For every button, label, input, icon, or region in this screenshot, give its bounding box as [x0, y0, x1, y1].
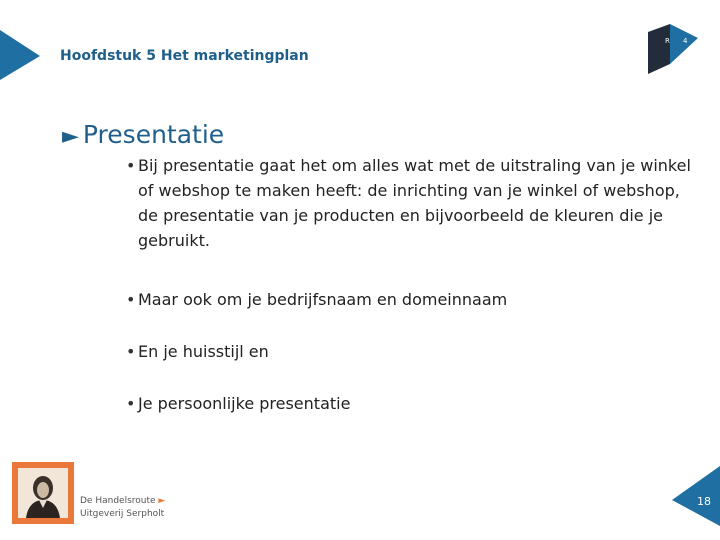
left-arrow-decoration [0, 30, 42, 82]
chapter-title: Hoofdstuk 5 Het marketingplan [60, 48, 309, 64]
publisher-arrow-icon: ► [158, 496, 166, 506]
publisher-portrait-image [12, 462, 74, 524]
corner-logo-letter-r: R [665, 37, 670, 45]
bullet-item: • Je persoonlijke presentatie [122, 391, 702, 416]
page-number: 18 [697, 495, 711, 508]
publisher-name-line2: Uitgeverij Serpholt [80, 509, 165, 519]
corner-logo-icon [648, 24, 700, 76]
publisher-name-line1 [80, 496, 165, 506]
bullet-item: • Maar ook om je bedrijfsnaam en domeinnaam [122, 287, 702, 312]
portrait-icon [18, 468, 68, 518]
page-number-badge [672, 466, 720, 526]
bullet-item: • En je huisstijl en [122, 339, 702, 364]
bullet-item: • Bij presentatie gaat het om alles wat met de uitstraling van je winkel of webshop te maken heeft: de inrichting van je winkel of webshop, de presentatie van je producten en bijvoorbeeld de kleuren die je gebruikt. [122, 153, 702, 253]
slide-title-text: Presentatie [82, 120, 225, 149]
publisher-name: De Handelsroute [80, 496, 156, 506]
slide-title [62, 120, 224, 149]
corner-logo [648, 24, 700, 81]
bullet-list [122, 153, 702, 416]
title-marker-icon: ► [62, 124, 79, 149]
corner-logo-letter-4: 4 [683, 37, 688, 45]
